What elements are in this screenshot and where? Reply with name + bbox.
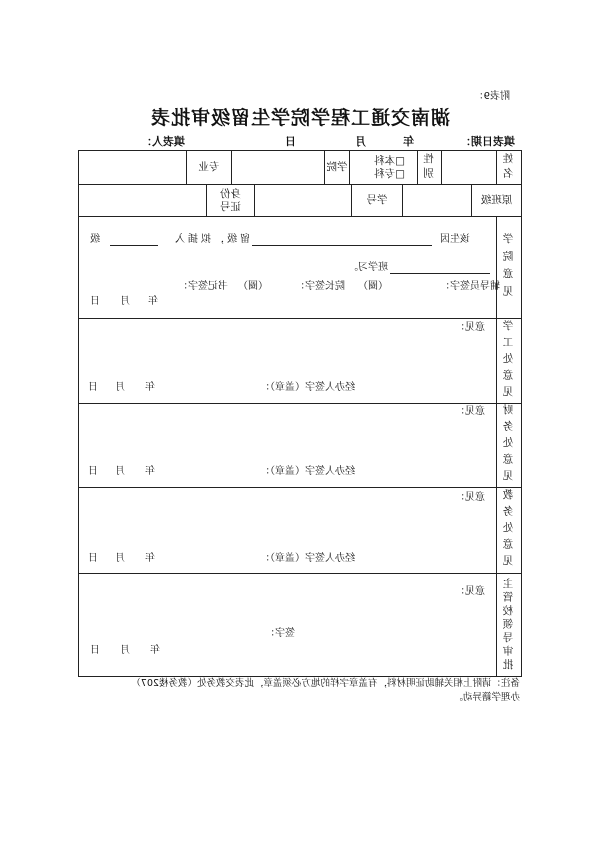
academic-affairs-handler-sign: 经办人签字（盖章）： — [260, 553, 355, 564]
college-label-cell — [324, 150, 350, 185]
college-opinion-month: 月 — [120, 296, 130, 307]
counselor-sign-label: 辅导员签字： — [440, 281, 500, 292]
dean-seal: （圈） — [238, 281, 268, 292]
id-card-label-cell — [206, 184, 255, 217]
major-label-cell — [186, 150, 232, 185]
finance-handler-sign: 经办人签字（盖章）： — [260, 466, 355, 477]
leader-approval-opinion: 意见： — [455, 586, 485, 597]
level-option-bachelor: □本科 — [374, 154, 405, 167]
college-field — [231, 150, 325, 185]
name-label: 姓名 — [502, 153, 515, 182]
college-opinion-label: 学院意见 — [502, 232, 515, 303]
fill-date-day: 日 — [285, 135, 296, 148]
academic-affairs-year: 年 — [145, 553, 155, 564]
grade-blank — [110, 234, 158, 246]
leader-approval-area — [78, 573, 497, 677]
id-card-field — [78, 184, 207, 217]
leader-approval-day: 日 — [90, 645, 100, 656]
leader-approval-month: 月 — [120, 645, 130, 656]
college-opinion-label-cell — [496, 216, 522, 319]
academic-affairs-day: 日 — [88, 553, 98, 564]
name-label-cell — [496, 150, 522, 185]
finance-label-cell — [496, 403, 522, 488]
level-options-cell — [349, 150, 418, 185]
reason-prefix: 该生因 — [440, 234, 470, 245]
academic-affairs-label-cell — [496, 487, 522, 574]
student-affairs-label: 学工处意见 — [502, 319, 515, 403]
name-field — [441, 150, 497, 185]
class-blank — [390, 262, 490, 274]
form-title: 湖南交通工程学院学生留级审批表 — [150, 107, 451, 129]
original-class-field — [402, 184, 472, 217]
fill-date-year: 年 — [403, 135, 414, 148]
academic-affairs-opinion: 意见： — [455, 492, 485, 503]
student-affairs-month: 月 — [115, 382, 125, 393]
finance-label: 财务处意见 — [502, 404, 515, 487]
id-card-label: 身份证号 — [220, 187, 241, 213]
dean-sign-label: 院长签字： — [295, 281, 345, 292]
college-opinion-year: 年 — [148, 296, 158, 307]
finance-year: 年 — [145, 466, 155, 477]
college-opinion-day: 日 — [90, 296, 100, 307]
class-suffix: 班学习。 — [348, 262, 388, 273]
leader-approval-year: 年 — [150, 645, 160, 656]
academic-affairs-label: 教务处意见 — [502, 489, 515, 572]
fill-date-label: 填表日期： — [460, 135, 515, 148]
grade-suffix: 级 — [90, 234, 100, 245]
gender-label: 性别 — [423, 153, 435, 182]
finance-day: 日 — [88, 466, 98, 477]
reason-middle: 留级，拟插入 — [172, 234, 250, 245]
college-label: 学院 — [326, 161, 348, 173]
level-option-junior: □专科 — [374, 167, 405, 180]
secretary-sign-label: 书记签字： — [178, 281, 228, 292]
counselor-seal: （圈） — [358, 281, 388, 292]
reason-blank — [252, 234, 432, 246]
student-id-field — [254, 184, 352, 217]
student-affairs-opinion: 意见： — [455, 322, 485, 333]
leader-approval-sign: 签字： — [265, 628, 295, 639]
finance-month: 月 — [115, 466, 125, 477]
original-class-label-cell — [471, 184, 522, 217]
student-affairs-handler-sign: 经办人签字（盖章）： — [260, 382, 355, 393]
student-affairs-label-cell — [496, 318, 522, 404]
note-line-1: 备注：请附上相关辅助证明材料，有盖章字样的地方必须盖章，此表交教务处（教务楼207） — [131, 678, 520, 689]
original-class-label: 原班级 — [480, 194, 513, 206]
fill-date-month: 月 — [355, 135, 366, 148]
note-line-2: 办理学籍异动。 — [453, 692, 520, 703]
student-affairs-day: 日 — [88, 382, 98, 393]
student-affairs-year: 年 — [145, 382, 155, 393]
academic-affairs-month: 月 — [115, 553, 125, 564]
student-id-label-cell — [351, 184, 403, 217]
leader-approval-label: 主管校领导审批 — [502, 577, 515, 673]
filler-label: 填表人： — [141, 135, 185, 148]
gender-label-cell — [417, 150, 442, 185]
finance-opinion: 意见： — [455, 406, 485, 417]
appendix-label: 附表9： — [473, 91, 510, 102]
major-label: 专业 — [198, 161, 220, 173]
leader-approval-label-cell — [496, 573, 522, 677]
major-field — [78, 150, 187, 185]
student-id-label: 学号 — [366, 194, 388, 206]
